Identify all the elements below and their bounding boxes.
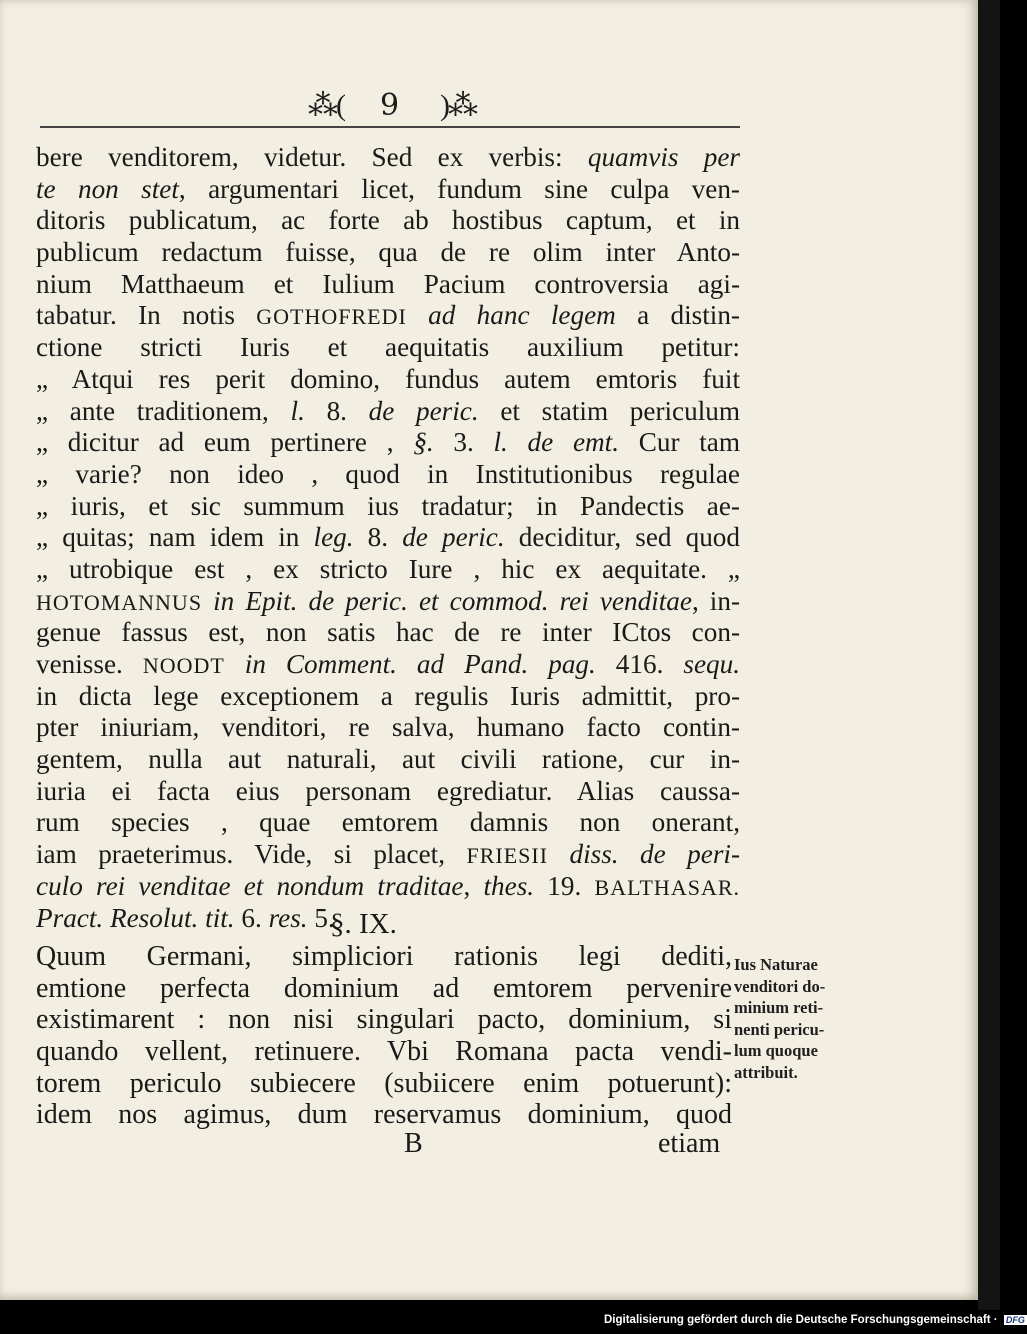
- text-line: [36, 974, 732, 1006]
- text-run: „ Atqui res perit domino, fundus autem emtoris fuit: [36, 363, 740, 394]
- text-line: [36, 300, 740, 332]
- italic-run: in Comment. ad Pand. pag.: [244, 649, 596, 679]
- italic-run: culo rei venditae et nondum traditae: [36, 870, 464, 901]
- text-run: , argumentari licet, fundum sine culpa ven-: [178, 173, 740, 204]
- text-run: pter iniuriam, venditori, re salva, humano facto contin-: [36, 712, 740, 743]
- italic-run: de peric.: [402, 522, 505, 553]
- italic-run: quamvis per: [587, 142, 741, 172]
- body-text: [36, 142, 740, 934]
- italic-run: §.: [413, 427, 434, 458]
- text-run: [202, 586, 213, 616]
- text-run: „ ante traditionem,: [36, 395, 291, 426]
- text-line: [36, 942, 732, 974]
- text-line: [36, 649, 740, 681]
- text-run: genue fassus est, non satis hac de re inter ICtos con-: [36, 617, 740, 648]
- marginal-note: [734, 954, 864, 1084]
- text-line: [36, 522, 740, 554]
- marginal-note-line: minium reti-: [734, 998, 824, 1018]
- text-run: quando vellent, retinuere. Vbi Romana pacta vendi-: [36, 1036, 732, 1068]
- text-run: venisse.: [36, 649, 143, 679]
- text-line: [36, 681, 740, 713]
- text-run: „ iuris, et sic summum ius tradatur; in Pandectis ae-: [36, 490, 740, 521]
- italic-run: sequ.: [683, 649, 741, 679]
- marginal-note-line: attribuit.: [734, 1062, 798, 1082]
- text-run: ,: [463, 870, 484, 901]
- text-line: [36, 1069, 732, 1101]
- ornament-right: )⁂: [440, 89, 476, 122]
- text-line: [36, 839, 740, 871]
- smallcaps-run: NOODT: [142, 653, 225, 678]
- text-run: deciditur, sed quod: [504, 522, 740, 553]
- marginal-note-line: nenti pericu-: [734, 1019, 825, 1039]
- marginal-note-line: venditori do-: [734, 976, 826, 996]
- text-run: [225, 649, 245, 679]
- text-run: nium Matthaeum et Iulium Pacium controversia agi-: [36, 268, 740, 299]
- text-line: [36, 586, 740, 618]
- text-run: „ dicitur ad eum pertinere ,: [36, 427, 414, 458]
- text-run: iuria ei facta eius personam egrediatur. Alias caussa-: [36, 775, 740, 806]
- section-heading: §. IX.: [330, 908, 397, 940]
- text-line: [36, 237, 740, 269]
- italic-run: ad hanc legem: [428, 300, 616, 331]
- text-line: [36, 205, 740, 237]
- smallcaps-run: FRIESII: [466, 843, 549, 869]
- text-line: [36, 491, 740, 523]
- text-run: gentem, nulla aut naturali, aut civili ratione, cur in-: [36, 744, 740, 775]
- text-line: [36, 1005, 732, 1037]
- italic-run: leg.: [313, 522, 354, 553]
- italic-run: de peric.: [368, 395, 479, 426]
- text-run: publicum redactum fuisse, qua de re olim inter Anto-: [36, 237, 740, 268]
- text-run: 8.: [353, 522, 403, 553]
- text-line: [36, 459, 740, 491]
- italic-run: thes.: [483, 870, 535, 901]
- text-run: , in-: [691, 585, 740, 616]
- text-run: in dicta lege exceptionem a regulis Iuris admittit, pro-: [36, 680, 740, 711]
- text-line: [36, 1037, 732, 1069]
- text-run: tabatur. In notis: [36, 300, 257, 331]
- text-line: [36, 427, 740, 459]
- text-run: rum species , quae emtorem damnis non onerant,: [36, 807, 740, 838]
- text-run: „ varie? non ideo , quod in Institutionibus regulae: [36, 458, 740, 489]
- italic-run: l. de emt.: [493, 427, 619, 458]
- text-line: [36, 364, 740, 396]
- text-run: 8.: [304, 395, 369, 426]
- text-line: [36, 776, 740, 808]
- page-number: 9: [380, 88, 400, 123]
- text-run: ditoris publicatum, ac forte ab hostibus captum, et in: [36, 205, 740, 236]
- italic-run: l.: [290, 395, 305, 426]
- signature-mark: B: [404, 1128, 423, 1159]
- text-line: [36, 269, 740, 301]
- catchword: etiam: [658, 1128, 721, 1159]
- smallcaps-run: GOTHOFREDI: [256, 304, 407, 330]
- text-run: iam praeterimus. Vide, si placet,: [36, 839, 467, 870]
- text-line: [36, 1100, 732, 1132]
- ornament-left: ⁂(: [308, 89, 344, 122]
- marginal-note-line: Ius Naturae: [734, 955, 818, 974]
- italic-run: te non stet: [36, 173, 179, 204]
- footer-credit: Digitalisierung gefördert durch die Deutsche Forschungsgemeinschaft · DFG: [604, 1314, 1025, 1326]
- text-run: 19.: [534, 870, 595, 901]
- text-run: Quum Germani, simpliciori rationis legi dediti,: [36, 941, 732, 972]
- text-line: [36, 396, 740, 428]
- text-run: ctione stricti Iuris et aequitatis auxilium petitur:: [36, 332, 740, 363]
- text-run: 6.: [234, 902, 269, 933]
- text-run: Cur tam: [619, 427, 740, 458]
- text-line: [36, 712, 740, 744]
- text-run: 416.: [595, 649, 684, 679]
- italic-run: diss. de peri-: [569, 839, 741, 870]
- smallcaps-run: BALTHASAR.: [594, 874, 741, 900]
- text-run: 5.: [307, 902, 335, 933]
- text-line: [36, 871, 740, 903]
- text-run: emtione perfecta dominium ad emtorem pervenire: [36, 972, 732, 1004]
- italic-run: Pract. Resolut. tit.: [36, 902, 235, 933]
- text-run: existimarent : non nisi singulari pacto, dominium, si: [36, 1004, 732, 1036]
- text-run: 3.: [433, 427, 494, 458]
- text-run: bere venditorem, videtur. Sed ex verbis:: [36, 142, 588, 172]
- text-run: [548, 839, 569, 869]
- text-line: [36, 554, 740, 586]
- footer-text: Digitalisierung gefördert durch die Deutsche Forschungsgemeinschaft: [604, 1314, 991, 1326]
- italic-run: in Epit. de peric. et commod. rei venditae: [213, 585, 692, 616]
- text-line: [36, 142, 740, 174]
- section-text: [36, 942, 732, 1132]
- text-run: „ utrobique est , ex stricto Iure , hic ex aequitate. „: [36, 553, 740, 584]
- text-line: [36, 744, 740, 776]
- text-line: [36, 174, 740, 206]
- italic-run: res.: [268, 902, 308, 933]
- text-line: [36, 807, 740, 839]
- text-run: idem nos agimus, dum reservamus dominium, quod: [36, 1099, 732, 1131]
- text-line: [36, 617, 740, 649]
- marginal-note-line: lum quoque: [734, 1041, 818, 1061]
- text-run: et statim periculum: [478, 395, 741, 426]
- text-run: a distin-: [615, 300, 740, 331]
- text-run: torem periculo subiecere (subiicere enim potuerunt):: [36, 1067, 732, 1099]
- scan-edge: [978, 0, 1000, 1310]
- text-run: „ quitas; nam idem in: [36, 522, 314, 553]
- text-line: [36, 332, 740, 364]
- dfg-logo: DFG: [1005, 1314, 1025, 1325]
- page-header: [40, 82, 740, 132]
- header-rule: [40, 126, 740, 129]
- text-run: [407, 300, 428, 330]
- smallcaps-run: HOTOMANNUS: [36, 589, 203, 615]
